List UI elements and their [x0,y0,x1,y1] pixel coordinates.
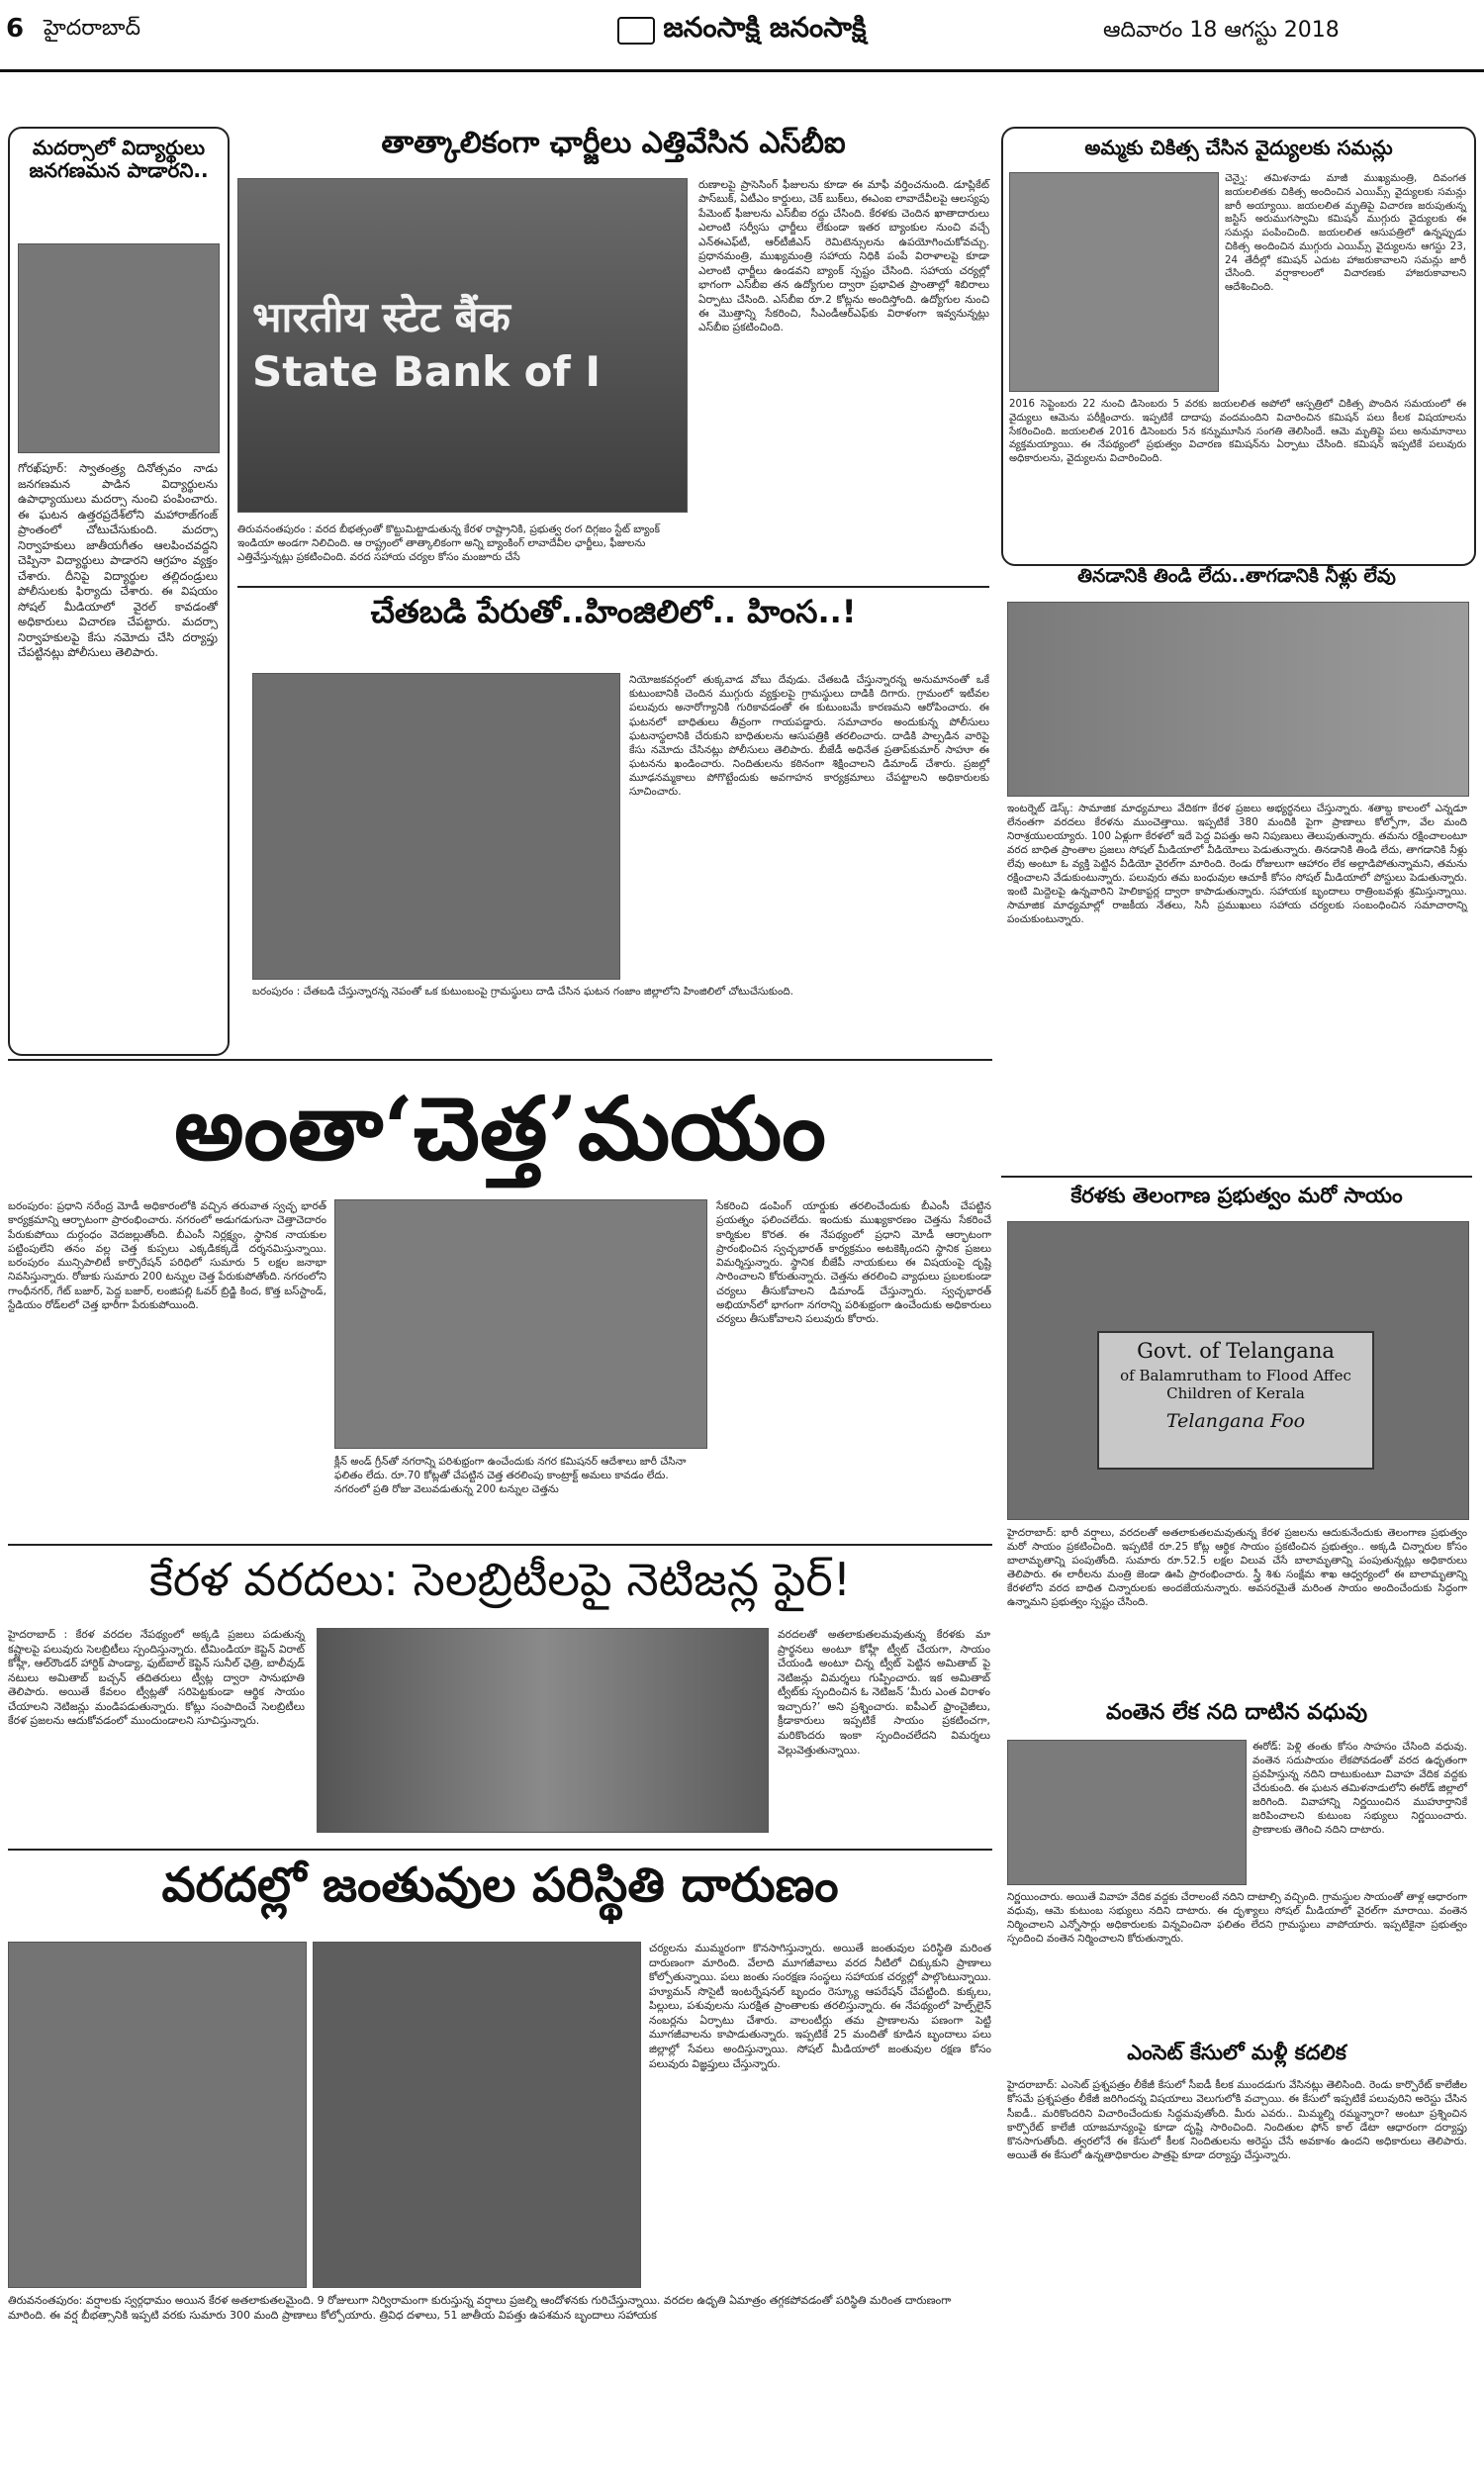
jaya-body-right: చెన్నై: తమిళనాడు మాజీ ముఖ్యమంత్రి, దివంగత జయలలితకు చికిత్స అందించిన ఎయిమ్స్ వైద్యులకు సమన్లు జారీ అయ్యాయి. జయలలిత మృతిపై విచారణ జరుపుతున్న జస్టిస్ అరుముగస్వామి కమిషన్ ముగ్గురు వైద్యులకు ఈ సమన్లు పంపించింది. జయలలిత ఆసుపత్రిలో ఉన్నప్పుడు చికిత్స అందించిన ముగ్గురు ఎయిమ్స్ వైద్యులను ఆగస్టు 23, 24 తేదీల్లో కమిషన్ ఎదుట హాజరుకావాలని సమన్లు జారీ చేసింది. వర్షాకాలంలో విచారణకు హాజరుకావాలని ఆదేశించింది. [1225,173,1466,294]
garbage-body-left: బరంపురం: ప్రధాని నరేంద్ర మోడీ అధికారంలోకి వచ్చిన తరువాత స్వచ్ఛ భారత్ కార్యక్రమాన్ని ఆర్భాటంగా ప్రారంభించారు. నగరంలో అడుగడుగునా చెత్తాచెదారం పేరుకుపోయి దుర్గంధం వెదజల్లుతోంది. బీఎంసీ నిర్లక్ష్యం, స్థానిక నాయకుల పట్టింపులేని తనం వల్ల చెత్త కుప్పలు ఎక్కడికక్కడే దర్శనమిస్తున్నాయి. బరంపురం మున్సిపాలిటీ కార్పొరేషన్ పరిధిలో సుమారు 5 లక్షల జనాభా నివసిస్తున్నారు. రోజుకు సుమారు 200 టన్నుల చెత్త పేరుకుపోతోంది. నగరంలోని గాంధీనగర్, గేట్ బజార్, పెద్ద బజార్, లంజిపల్లి ఓవర్ బ్రిడ్జి కింద, కొత్త బస్‌స్టాండ్, స్టేడియం రోడ్‌లలో చెత్త భారీగా పేరుకుపోయింది. [8,1200,326,1312]
bride-body-right: ఈరోడ్: పెళ్లి తంతు కోసం సాహసం చేసింది వధువు. వంతెన సదుపాయం లేకపోవడంతో వరద ఉధృతంగా ప్రవహిస్తున్న నదిని దాటుకుంటూ వివాహ వేదిక వద్దకు చేరుకుంది. ఈ ఘటన తమిళనాడులోని ఈరోడ్ జిల్లాలో జరిగింది. వివాహాన్ని నిర్ణయించిన ముహూర్తానికే జరిపించాలని కుటుంబ సభ్యులు నిర్ణయించారు. ప్రాణాలకు తెగించి నదిని దాటారు. [1252,1741,1467,1837]
sbi-photo [237,178,688,513]
animals-photo-2 [313,1942,641,2288]
water-photo [1007,602,1469,797]
page-number: 6 [6,14,25,44]
jaya-photo [1009,172,1219,392]
divider [8,1849,992,1851]
madrasa-body: గోరఖ్‌పూర్: స్వాతంత్ర్య దినోత్సవం నాడు జనగణమన పాడిన విద్యార్థులను ఉపాధ్యాయులు మదర్సా నుంచి పంపించారు. ఈ ఘటన ఉత్తరప్రదేశ్‌లోని మహారాజ్‌గంజ్ ప్రాంతంలో చోటుచేసుకుంది. మదర్సా నిర్వాహకులు జాతీయగీతం ఆలపించవద్దని చెప్పినా విద్యార్థులు పాడారని ఆగ్రహం వ్యక్తం చేశారు. దీనిపై విద్యార్థుల తల్లిదండ్రులు పోలీసులకు ఫిర్యాదు చేశారు. ఈ విషయం సోషల్ మీడియాలో వైరల్ కావడంతో అధికారులు విచారణ చేపట్టారు. మదర్సా నిర్వాహకులపై కేసు నమోదు చేసి దర్యాప్తు చేపట్టినట్లు పోలీసులు తెలిపారు. [18,461,218,660]
eamcet-headline: ఎంసెట్ కేసులో మళ్లీ కదలిక [1127,2041,1346,2064]
right-column [1001,127,1476,2462]
divider [1001,1176,1472,1178]
celebrity-body-right: వరదలతో అతలాకుతలమవుతున్న కేరళకు మా ప్రార్థనలు అంటూ కోహ్లీ ట్వీట్ చేయగా, సాయం చేయండి అంటూ చిన్న ట్వీట్ పెట్టిన అమితాబ్ పై నెటిజన్లు విమర్శలు గుప్పించారు. ఇక అమితాబ్ ట్వీట్‌కు స్పందించిన ఓ నెటిజన్ ‘మీరు ఎంత విరాళం ఇచ్చారు?’ అని ప్రశ్నించారు. ఐపీఎల్ ఫ్రాంచైజీలు, క్రీడాకారులు ఇప్పటికే సాయం ప్రకటించగా, మరికొందరు ఇంకా స్పందించలేదని విమర్శలు వెల్లువెత్తుతున్నాయి. [778,1628,990,1757]
animals-headline: వరదల్లో జంతువుల పరిస్థితి దారుణం [161,1857,839,1913]
divider [237,586,989,588]
telangana-body: హైదరాబాద్: భారీ వర్షాలు, వరదలతో అతలాకుతలమవుతున్న కేరళ ప్రజలను ఆదుకునేందుకు తెలంగాణ ప్రభుత్వం మరో సాయం ప్రకటించింది. ఇప్పటికే రూ.25 కోట్ల ఆర్థిక సాయం ప్రకటించిన ప్రభుత్వం.. అక్కడి చిన్నారుల కోసం బాలామృతాన్ని పంపుతోంది. సుమారు రూ.52.5 లక్షల విలువ చేసే బాలామృతాన్ని పంపుతున్నట్లు అధికారులు తెలిపారు. ఈ లారీలను మంత్రి జెండా ఊపి ప్రారంభించారు. స్త్రీ శిశు సంక్షేమ శాఖ ఆధ్వర్యంలో ఈ బాలామృతాన్ని కేరళలోని వరద బాధిత చిన్నారులకు అందజేయనున్నారు. అవసరమైతే మరింత సాయం అందించేందుకు సిద్ధంగా ఉన్నామని ప్రభుత్వం స్పష్టం చేసింది. [1007,1527,1467,1609]
divider [8,1059,992,1061]
violence-photo [252,673,620,980]
jaya-headline: అమ్మకు చికిత్స చేసిన వైద్యులకు సమన్లు [1084,136,1393,159]
logo-text: జనంసాక్షి జనంసాక్షి [663,11,867,44]
water-body: ఇంటర్నెట్ డెస్క్: సామాజిక మాధ్యమాలు వేదికగా కేరళ ప్రజలు అభ్యర్థనలు చేస్తున్నారు. శతాబ్ద కాలంలో ఎన్నడూ లేనంతగా వరదలు కేరళను ముంచెత్తాయి. ఇప్పటికే 380 మందికి పైగా ప్రాణాలు కోల్పోగా, వేల మంది నిరాశ్రయులయ్యారు. 100 ఏళ్లుగా కేరళలో ఇదే పెద్ద విపత్తు అని నిపుణులు తెలుపుతున్నారు. తమను రక్షించాలంటూ వరద బాధిత ప్రాంతాల ప్రజలు సోషల్ మీడియాలో వీడియోలు పెడుతున్నారు. తినడానికి తిండి లేదు, తాగడానికి నీళ్లు లేవు అంటూ ఓ వ్యక్తి పెట్టిన వీడియో వైరల్‌గా మారింది. రెండు రోజులుగా ఆహారం లేక అల్లాడిపోతున్నామని, తమను రక్షించాలని వేడుకుంటున్నారు. పలువురు తమ బంధువుల ఆచూకీ కోసం సోషల్ మీడియాలో పోస్టులు పెడుతున్నారు. ఇంటి మిద్దెలపై ఉన్నవారిని హెలికాప్టర్ల ద్వారా కాపాడుతున్నారు. సహాయక బృందాలు రాత్రింబవళ్లు శ్రమిస్తున్నాయి. సామాజిక మాధ్యమాల్లో రాజకీయ నేతలు, సినీ ప్రముఖులు సహాయ చర్యలకు సంబంధించిన సమాచారాన్ని పంచుకుంటున్నారు. [1007,803,1467,926]
newspaper-logo [594,6,890,55]
violence-caption: బరంపురం : చేతబడి చేస్తున్నారన్న నెపంతో ఒక కుటుంబంపై గ్రామస్థులు దాడి చేసిన ఘటన గంజాం జిల్లాలోని హింజిలిలో చోటుచేసుకుంది. [252,986,794,998]
garbage-caption: క్లీన్ అండ్ గ్రీన్‌తో నగరాన్ని పరిశుభ్రంగా ఉంచేందుకు నగర కమిషనర్ ఆదేశాలు జారీ చేసినా ఫలితం లేదు. రూ.70 కోట్లతో చేపట్టిన చెత్త తరలింపు కాంట్రాక్ట్ అమలు కావడం లేదు. నగరంలో ప్రతి రోజు వెలువడుతున్న 200 టన్నుల చెత్తను [334,1456,687,1496]
sbi-sign-text: भारतीय स्टेट बैंक State Bank of I [252,293,602,396]
sbi-caption: తిరువనంతపురం : వరద బీభత్సంతో కొట్టుమిట్టాడుతున్న కేరళ రాష్ట్రానికి, ప్రభుత్వ రంగ దిగ్గజం స్టేట్ బ్యాంక్ ఇండియా అండగా నిలిచింది. ఆ రాష్ట్రంలో తాత్కాలికంగా అన్ని బ్యాంకింగ్ లావాదేవీల ఛార్జీలు, ఫీజులను ఎత్తివేస్తున్నట్లు ప్రకటించింది. వరద సహాయ చర్యల కోసం మంజూరు చేసే [237,524,660,564]
sbi-body: రుణాలపై ప్రాసెసింగ్ ఫీజులను కూడా ఈ మాఫీ వర్తించనుంది. డూప్లికేట్ పాస్‌బుక్, ఏటీఎం కార్డులు, చెక్ బుక్‌లు, ఈఎంఐ లావాదేవీలపై ఆలస్యపు పేమెంట్ ఫీజులను ఎస్‌బీఐ రద్దు చేసింది. కేరళకు చెందిన ఖాతాదారులు ఎలాంటి సర్వీసు ఛార్జీలు లేకుండా ఇతర బ్యాంకుల నుంచి వచ్చే ఎన్‌ఈఎఫ్‌టీ, ఆర్‌టీజీఎస్ రెమిటెన్సులను ఉపయోగించుకోవచ్చు. ప్రధానమంత్రి, ముఖ్యమంత్రి సహాయ నిధికి పంపే విరాళాలపై కూడా ఎలాంటి ఛార్జీలు ఉండవని బ్యాంక్ స్పష్టం చేసింది. సహాయ చర్యల్లో భాగంగా ఎస్‌బీఐ తన ఉద్యోగుల ద్వారా ప్రభావిత ప్రాంతాల్లో శిబిరాలు ఏర్పాటు చేసింది. ఎస్‌బీఐ రూ.2 కోట్లను అందిస్తోంది. ఉద్యోగుల నుంచి ఈ మొత్తాన్ని సేకరించి, సీఎండీఆర్‌ఎఫ్‌కు విరాళంగా ఇవ్వనున్నట్లు ఎస్‌బీఐ ప్రకటించింది. [698,178,990,334]
issue-date: ఆదివారం 18 ఆగస్టు 2018 [1103,18,1340,43]
jaya-body-bottom: 2016 సెప్టెంబరు 22 నుంచి డిసెంబరు 5 వరకు జయలలిత అపోలో ఆస్పత్రిలో చికిత్స పొందిన సమయంలో ఈ వైద్యులు ఆమెను పరీక్షించారు. ఇప్పటికే దాదాపు వందమందిని విచారించిన కమిషన్ పలు కీలక విషయాలను సేకరించింది. జయలలిత 2016 డిసెంబరు 5న కన్నుమూసిన సంగతి తెలిసిందే. ఆమె మృతిపై పలు అనుమానాలు వ్యక్తమయ్యాయి. ఈ నేపథ్యంలో ప్రభుత్వం విచారణ కమిషన్‌ను ఏర్పాటు చేసింది. కమిషన్ ఇప్పటికే పలువురు అధికారులను, వైద్యులను విచారించింది. [1009,399,1466,465]
eamcet-body: హైదరాబాద్: ఎంసెట్ ప్రశ్నపత్రం లీకేజీ కేసులో సీఐడీ కీలక ముందడుగు వేసినట్లు తెలిసింది. రెండు కార్పొరేట్ కాలేజీల కోసమే ప్రశ్నపత్రం లీకేజీ జరిగిందన్న విషయాలు వెలుగులోకి వచ్చాయి. ఈ కేసులో ఇప్పటికే పలువురిని అరెస్టు చేసిన సీఐడీ.. మరికొందరిని విచారించేందుకు సిద్ధమవుతోంది. మీరు ఎవరు.. మిమ్మల్ని రమ్మన్నారా? అంటూ ప్రశ్నించిన కార్పొరేట్ కాలేజీ యాజమాన్యంపై కూడా దృష్టి సారించింది. నిందితుల ఫోన్ కాల్ డేటా ఆధారంగా దర్యాప్తు కొనసాగుతోంది. త్వరలోనే ఈ కేసులో కీలక నిందితులను అరెస్టు చేసే అవకాశం ఉందని అధికారులు తెలిపారు. అయితే ఈ కేసులో ఉన్నతాధికారుల పాత్రపై కూడా దర్యాప్తు చేస్తున్నారు. [1007,2079,1467,2162]
violence-headline: చేతబడి పేరుతో..హింజిలిలో.. హింస..! [370,593,857,630]
edition-city: హైదరాబాద్ [44,16,140,41]
main-banner-headline: అంతా‘చెత్త’మయం [174,1077,826,1180]
celebrity-body-left: హైదరాబాద్ : కేరళ వరదల నేపథ్యంలో అక్కడి ప్రజలు పడుతున్న కష్టాలపై పలువురు సెలబ్రిటీలు స్పందిస్తున్నారు. టీమిండియా కెప్టెన్ విరాట్ కోహ్లీ, ఆల్‌రౌండర్ హార్దిక్ పాండ్యా, ఫుట్‌బాల్ కెప్టెన్ సునీల్ ఛెత్రి, బాలీవుడ్ నటులు అమితాబ్ బచ్చన్ తదితరులు ట్వీట్ల ద్వారా సానుభూతి తెలిపారు. అయితే కేవలం ట్వీట్లతో సరిపెట్టకుండా ఆర్థిక సాయం చేయాలని నెటిజన్లు మండిపడుతున్నారు. కోట్లు సంపాదించే సెలబ్రిటీలు కేరళ ప్రజలను ఆదుకోవడంలో ముందుండాలని సూచిస్తున్నారు. [8,1628,305,1728]
banner-line-3: Children of Kerala [1166,1384,1305,1402]
animals-photo-1 [8,1942,307,2288]
logo-icon [617,17,655,45]
telangana-photo [1007,1221,1469,1520]
violence-body: నియోజకవర్గంలో తుక్కవాడ వోబు దేవుడు. చేతబడి చేస్తున్నారన్న అనుమానంతో ఒకే కుటుంబానికి చెందిన ముగ్గురు వ్యక్తులపై గ్రామస్థులు దాడికి దిగారు. గ్రామంలో ఇటీవల పలువురు అనారోగ్యానికి గురికావడంతో ఈ కుటుంబమే కారణమని ఆరోపించారు. ఈ ఘటనలో బాధితులు తీవ్రంగా గాయపడ్డారు. సమాచారం అందుకున్న పోలీసులు ఘటనాస్థలానికి చేరుకుని బాధితులను ఆసుపత్రికి తరలించారు. దాడికి పాల్పడిన వారిపై కేసు నమోదు చేసినట్లు పోలీసులు తెలిపారు. బీజేడీ అధినేత ప్రతాప్‌కుమార్ సాహూ ఈ ఘటనను ఖండించారు. నిందితులను కఠినంగా శిక్షించాలని డిమాండ్ చేశారు. ప్రజల్లో మూఢనమ్మకాలు పోగొట్టేందుకు అవగాహన కార్యక్రమాలు చేపట్టాలని అధికారులకు సూచించారు. [629,674,989,799]
madrasa-headline: మదర్సాలో విద్యార్థులు జనగణమన పాడారని.. [29,136,209,182]
sbi-headline: తాత్కాలికంగా ఛార్జీలు ఎత్తివేసిన ఎస్‌బీఐ [381,126,846,160]
water-headline: తినడానికి తిండి లేదు..తాగడానికి నీళ్లు లేవు [1077,565,1396,587]
celebrity-headline: కేరళ వరదలు: సెలబ్రిటీలపై నెటిజన్ల ఫైర్! [148,1553,852,1606]
madrasa-photo [18,243,220,453]
masthead [0,0,1484,72]
jaya-story [1001,127,1476,566]
animals-caption: తిరువనంతపురం: వర్షాలకు స్వర్గధామం అయిన కేరళ అతలాకుతలమైంది. 9 రోజులుగా నిర్విరామంగా కురుస్తున్న వర్షాలు ప్రజల్ని ఆందోళనకు గురిచేస్తున్నాయి. వరదల ఉధృతి ఏమాత్రం తగ్గకపోవడంతో పరిస్థితి మరింత దారుణంగా మారింది. ఈ వర్ష బీభత్సానికి ఇప్పటి వరకు సుమారు 300 మంది ప్రాణాలు కోల్పోయారు. త్రివిధ దళాలు, 51 జాతీయ విపత్తు ఉపశమన బృందాలు సహాయక [8,2294,952,2322]
banner-line-4: Telangana Foo [1165,1410,1306,1432]
garbage-body-right: సేకరించి డంపింగ్ యార్డుకు తరలించేందుకు బీఎంసీ చేపట్టిన ప్రయత్నం ఫలించలేదు. ఇందుకు ముఖ్యకారణం చెత్తను సేకరించే కార్మికుల కొరత. ఈ నేపథ్యంలో ప్రధాని మోడీ ఆర్భాటంగా ప్రారంభించిన స్వచ్ఛభారత్ కార్యక్రమం అటకెక్కిందని స్థానిక ప్రజలు విమర్శిస్తున్నారు. స్థానిక బీజేపీ నాయకులు ఈ విషయంపై దృష్టి సారించాలని కోరుతున్నారు. చెత్తను తరలించి వ్యాధులు ప్రబలకుండా చర్యలు తీసుకోవాలని డిమాండ్ చేస్తున్నారు. స్వచ్ఛభారత్ అభియాన్‌లో భాగంగా నగరాన్ని పరిశుభ్రంగా ఉంచేందుకు అధికారులు చర్యలు తీసుకోవాలని పలువురు కోరారు. [716,1200,991,1326]
bride-body-bottom: నిర్ణయించారు. అయితే వివాహ వేదిక వద్దకు చేరాలంటే నదిని దాటాల్సి వచ్చింది. గ్రామస్థుల సాయంతో తాళ్ల ఆధారంగా వధువు, ఆమె కుటుంబ సభ్యులు నదిని దాటారు. ఈ దృశ్యాలు సోషల్ మీడియాలో వైరల్‌గా మారాయి. వంతెన నిర్మించాలని ఎన్నోసార్లు అధికారులకు విన్నవించినా ఫలితం లేదని గ్రామస్థులు వాపోయారు. ఇప్పటికైనా ప్రభుత్వం స్పందించి వంతెన నిర్మించాలని కోరుతున్నారు. [1007,1891,1467,1946]
celebrity-photo [317,1628,769,1833]
banner-line-1: Govt. of Telangana [1137,1339,1335,1363]
banner-line-2: of Balamrutham to Flood Affec [1120,1367,1351,1384]
madrasa-story [8,127,230,1056]
divider [8,1544,992,1546]
bride-photo [1007,1740,1247,1885]
telangana-banner [1097,1331,1374,1470]
telangana-headline: కేరళకు తెలంగాణ ప్రభుత్వం మరో సాయం [1070,1184,1403,1207]
animals-body: చర్యలను ముమ్మరంగా కొనసాగిస్తున్నారు. అయితే జంతువుల పరిస్థితి మరింత దారుణంగా మారింది. వేలాది మూగజీవాలు వరద నీటిలో చిక్కుకుని ప్రాణాలు కోల్పోతున్నాయి. పలు జంతు సంరక్షణ సంస్థలు సహాయక చర్యల్లో పాల్గొంటున్నాయి. హ్యూమన్ సొసైటీ ఇంటర్నేషనల్ బృందం రెస్క్యూ ఆపరేషన్ చేపట్టింది. కుక్కలు, పిల్లులు, పశువులను సురక్షిత ప్రాంతాలకు తరలిస్తున్నారు. ఈ నేపథ్యంలో హెల్ప్‌లైన్ నంబర్లను ఏర్పాటు చేశారు. వాలంటీర్లు తమ ప్రాణాలను పణంగా పెట్టి మూగజీవాలను కాపాడుతున్నారు. ఇప్పటికే 25 మందితో కూడిన బృందాలు పలు జిల్లాల్లో సేవలు అందిస్తున్నాయి. సోషల్ మీడియాలో జంతువుల రక్షణ కోసం పలువురు విజ్ఞప్తులు చేస్తున్నారు. [649,1942,991,2070]
bride-headline: వంతెన లేక నది దాటిన వధువు [1105,1700,1368,1725]
garbage-photo [334,1199,707,1449]
